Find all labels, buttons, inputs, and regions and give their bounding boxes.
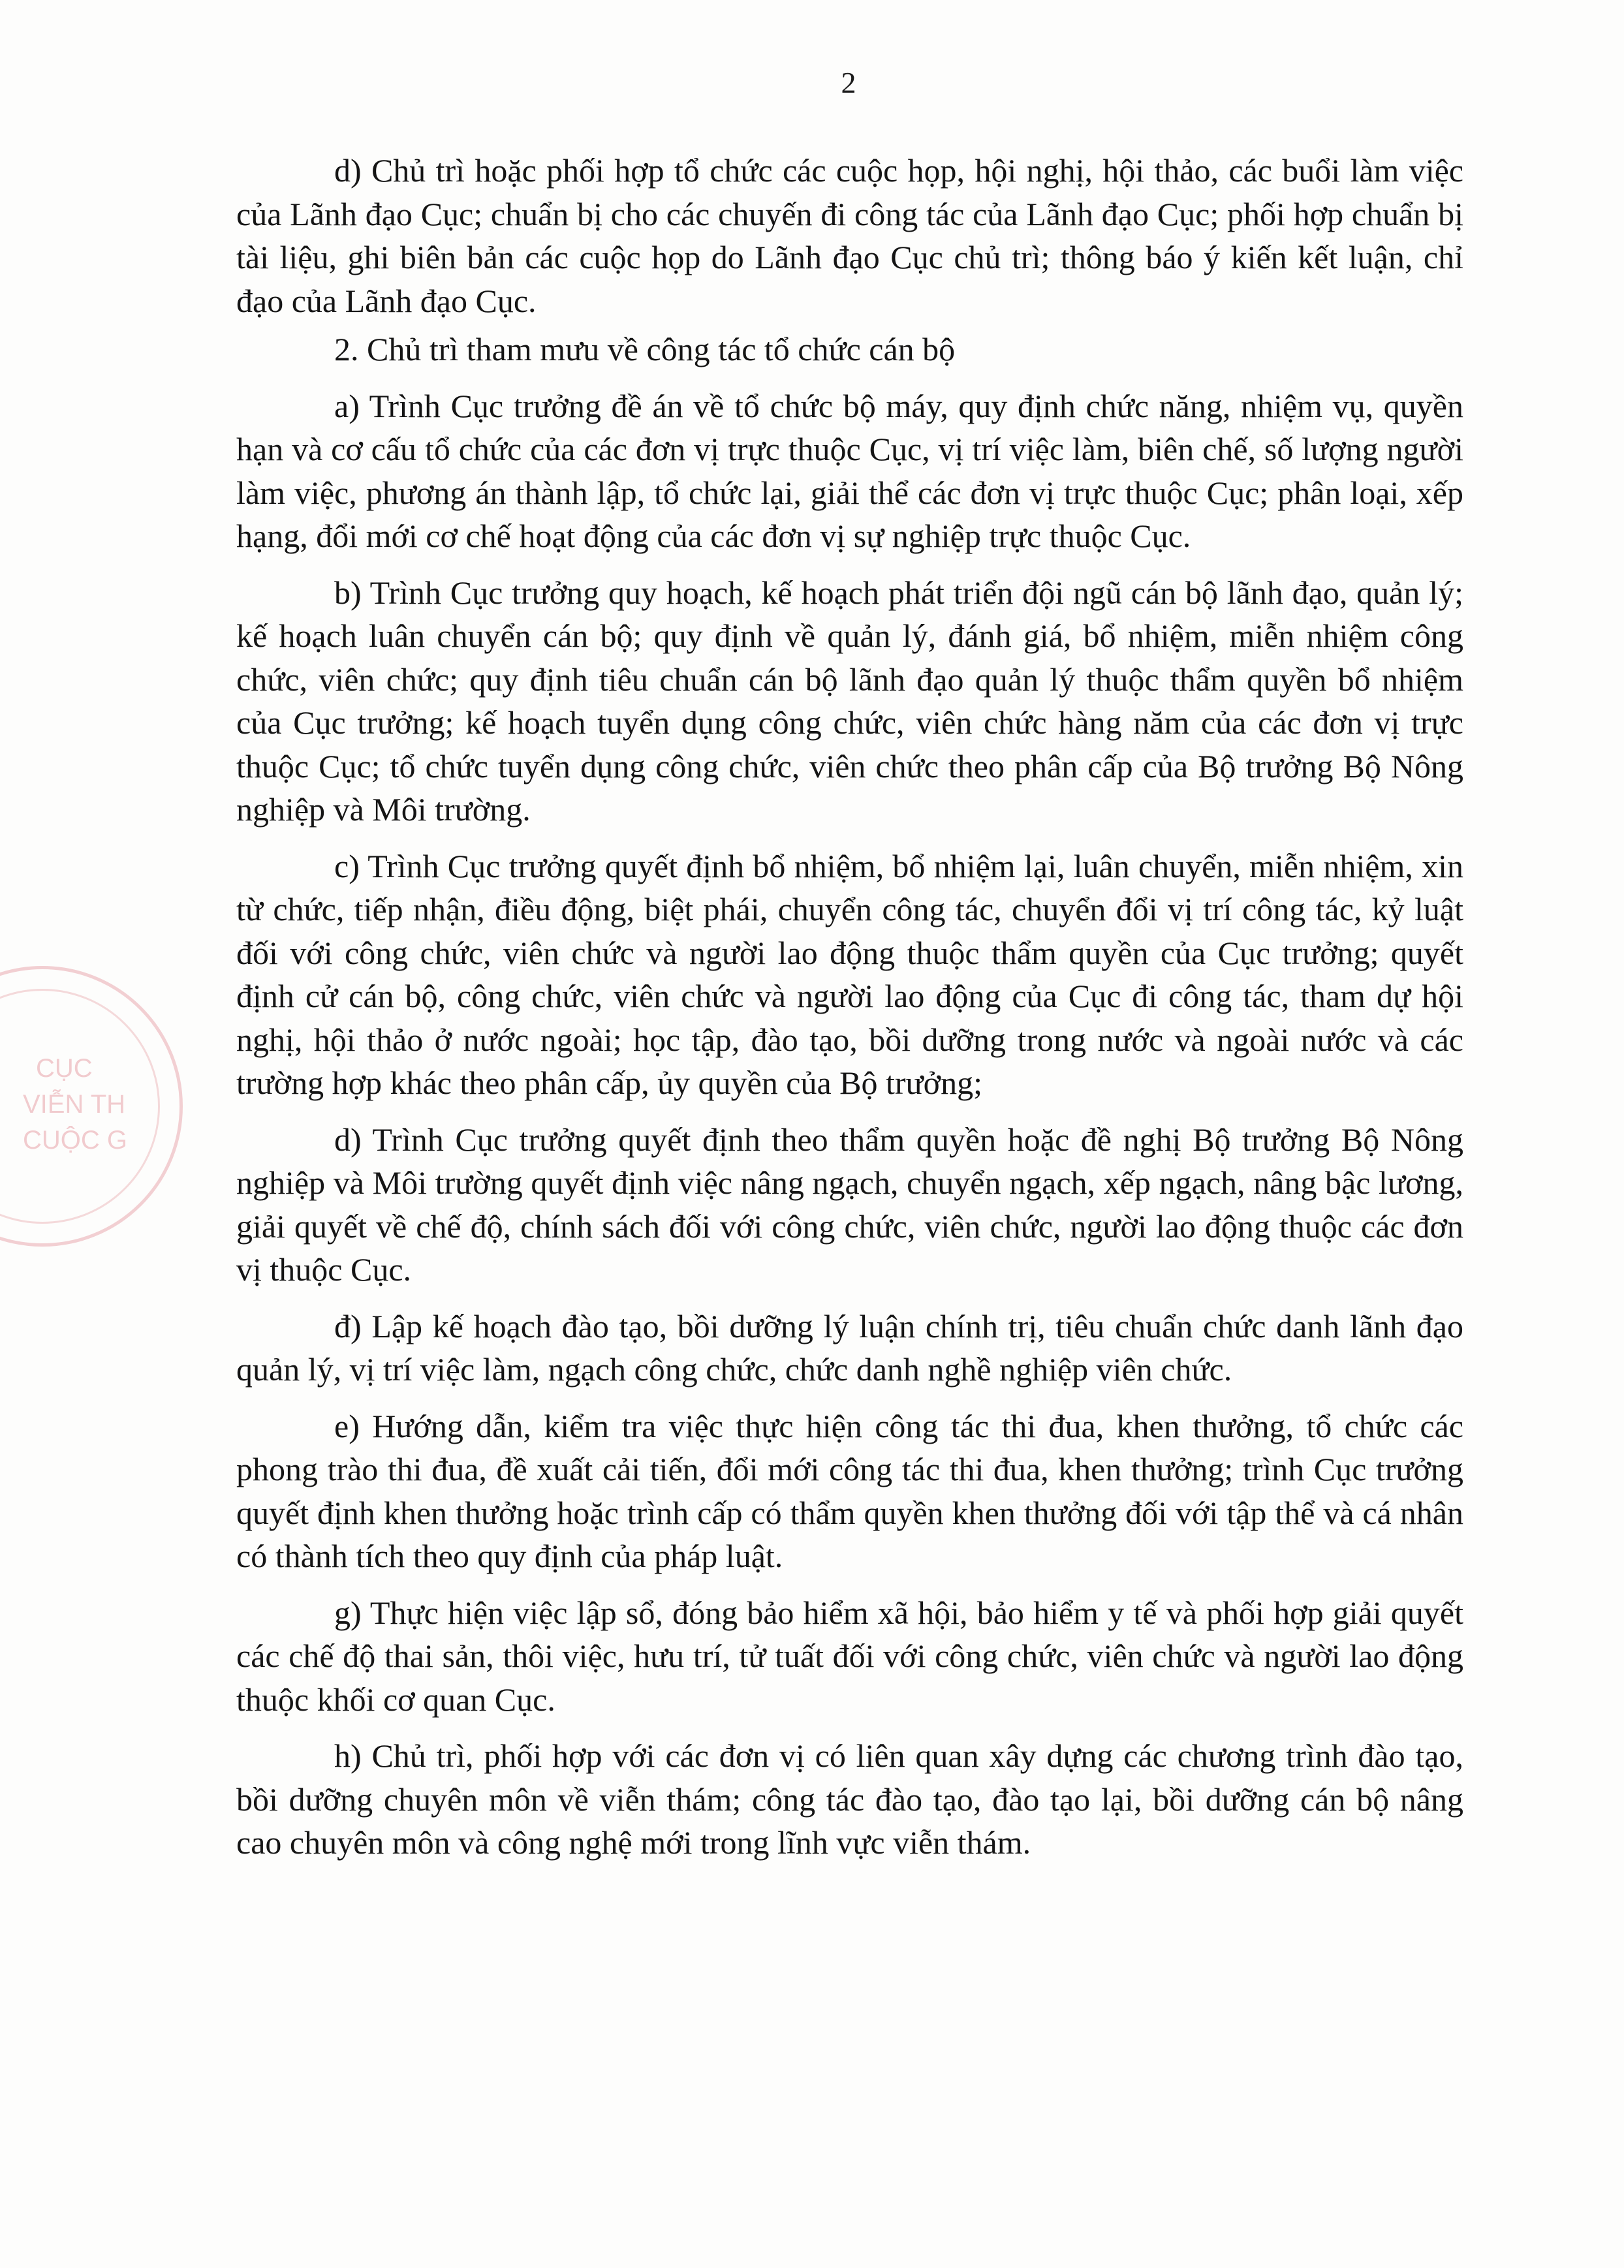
paragraph-b: b) Trình Cục trưởng quy hoạch, kế hoạch phát triển đội ngũ cán bộ lãnh đạo, quản lý; kế hoạch luân chuyển cán bộ; quy định về quản lý, đánh giá, bổ nhiệm, miễn nhiệm công chức, viên chức; quy định tiêu chuẩn cán bộ lãnh đạo quản lý thuộc thẩm quyền bổ nhiệm của Cục trưởng; kế hoạch tuyển dụng công chức, viên chức hàng năm của các đơn vị trực thuộc Cục; tổ chức tuyển dụng công chức, viên chức theo phân cấp của Bộ trưởng Bộ Nông nghiệp và Môi trường.	[236, 574, 1463, 828]
paragraph-dd: đ) Lập kế hoạch đào tạo, bồi dưỡng lý luận chính trị, tiêu chuẩn chức danh lãnh đạo quản lý, vị trí việc làm, ngạch công chức, chức danh nghề nghiệp viên chức.	[236, 1307, 1463, 1388]
seal-text-line: CỤC	[36, 1054, 93, 1083]
paragraph-d: d) Trình Cục trưởng quyết định theo thẩm quyền hoặc đề nghị Bộ trưởng Bộ Nông nghiệp và Môi trường quyết định việc nâng ngạch, chuyển ngạch, xếp ngạch, nâng bậc lương, giải quyết về chế độ, chính sách đối với công chức, viên chức, người lao động thuộc các đơn vị thuộc Cục.	[236, 1121, 1463, 1288]
paragraph-c: c) Trình Cục trưởng quyết định bổ nhiệm, bổ nhiệm lại, luân chuyển, miễn nhiệm, xin từ chức, tiếp nhận, điều động, biệt phái, chuyển công tác, chuyển đổi vị trí công tác, kỷ luật đối với công chức, viên chức và người lao động thuộc thẩm quyền của Cục trưởng; quyết định cử cán bộ, công chức, viên chức và người lao động của Cục đi công tác, tham dự hội nghị, hội thảo ở nước ngoài; học tập, đào tạo, bồi dưỡng trong nước và ngoài nước và các trường hợp khác theo phân cấp, ủy quyền của Bộ trưởng;	[236, 847, 1463, 1101]
document-body	[236, 149, 1463, 1865]
paragraph-e: e) Hướng dẫn, kiểm tra việc thực hiện công tác thi đua, khen thưởng, tổ chức các phong trào thi đua, đề xuất cải tiến, đổi mới công tác thi đua, khen thưởng; trình Cục trưởng quyết định khen thưởng hoặc trình cấp có thẩm quyền khen thưởng đối với tập thể và cá nhân có thành tích theo quy định của pháp luật.	[236, 1407, 1463, 1574]
page-number: 2	[841, 66, 856, 99]
paragraph-h: h) Chủ trì, phối hợp với các đơn vị có liên quan xây dựng các chương trình đào tạo, bồi dưỡng chuyên môn về viễn thám; công tác đào tạo, đào tạo lại, bồi dưỡng cán bộ nâng cao chuyên môn và công nghệ mới trong lĩnh vực viễn thám.	[236, 1737, 1463, 1861]
red-seal-stamp	[0, 966, 183, 1247]
section-heading-2: 2. Chủ trì tham mưu về công tác tổ chức cán bộ	[334, 331, 956, 367]
seal-text-line: CUỘC G	[23, 1126, 127, 1155]
paragraph-d-meetings: d) Chủ trì hoặc phối hợp tổ chức các cuộc họp, hội nghị, hội thảo, các buổi làm việc của Lãnh đạo Cục; chuẩn bị cho các chuyến đi công tác của Lãnh đạo Cục; phối hợp chuẩn bị tài liệu, ghi biên bản các cuộc họp do Lãnh đạo Cục chủ trì; thông báo ý kiến kết luận, chỉ đạo của Lãnh đạo Cục.	[236, 152, 1463, 319]
paragraph-g: g) Thực hiện việc lập sổ, đóng bảo hiểm xã hội, bảo hiểm y tế và phối hợp giải quyết các chế độ thai sản, thôi việc, hưu trí, tử tuất đối với công chức, viên chức và người lao động thuộc khối cơ quan Cục.	[236, 1594, 1463, 1718]
seal-text-line: VIỄN TH	[23, 1090, 126, 1119]
paragraph-a: a) Trình Cục trưởng đề án về tổ chức bộ máy, quy định chức năng, nhiệm vụ, quyền hạn và cơ cấu tổ chức của các đơn vị trực thuộc Cục, vị trí việc làm, biên chế, số lượng người làm việc, phương án thành lập, tổ chức lại, giải thể các đơn vị trực thuộc Cục; phân loại, xếp hạng, đổi mới cơ chế hoạt động của các đơn vị sự nghiệp trực thuộc Cục.	[236, 387, 1463, 554]
